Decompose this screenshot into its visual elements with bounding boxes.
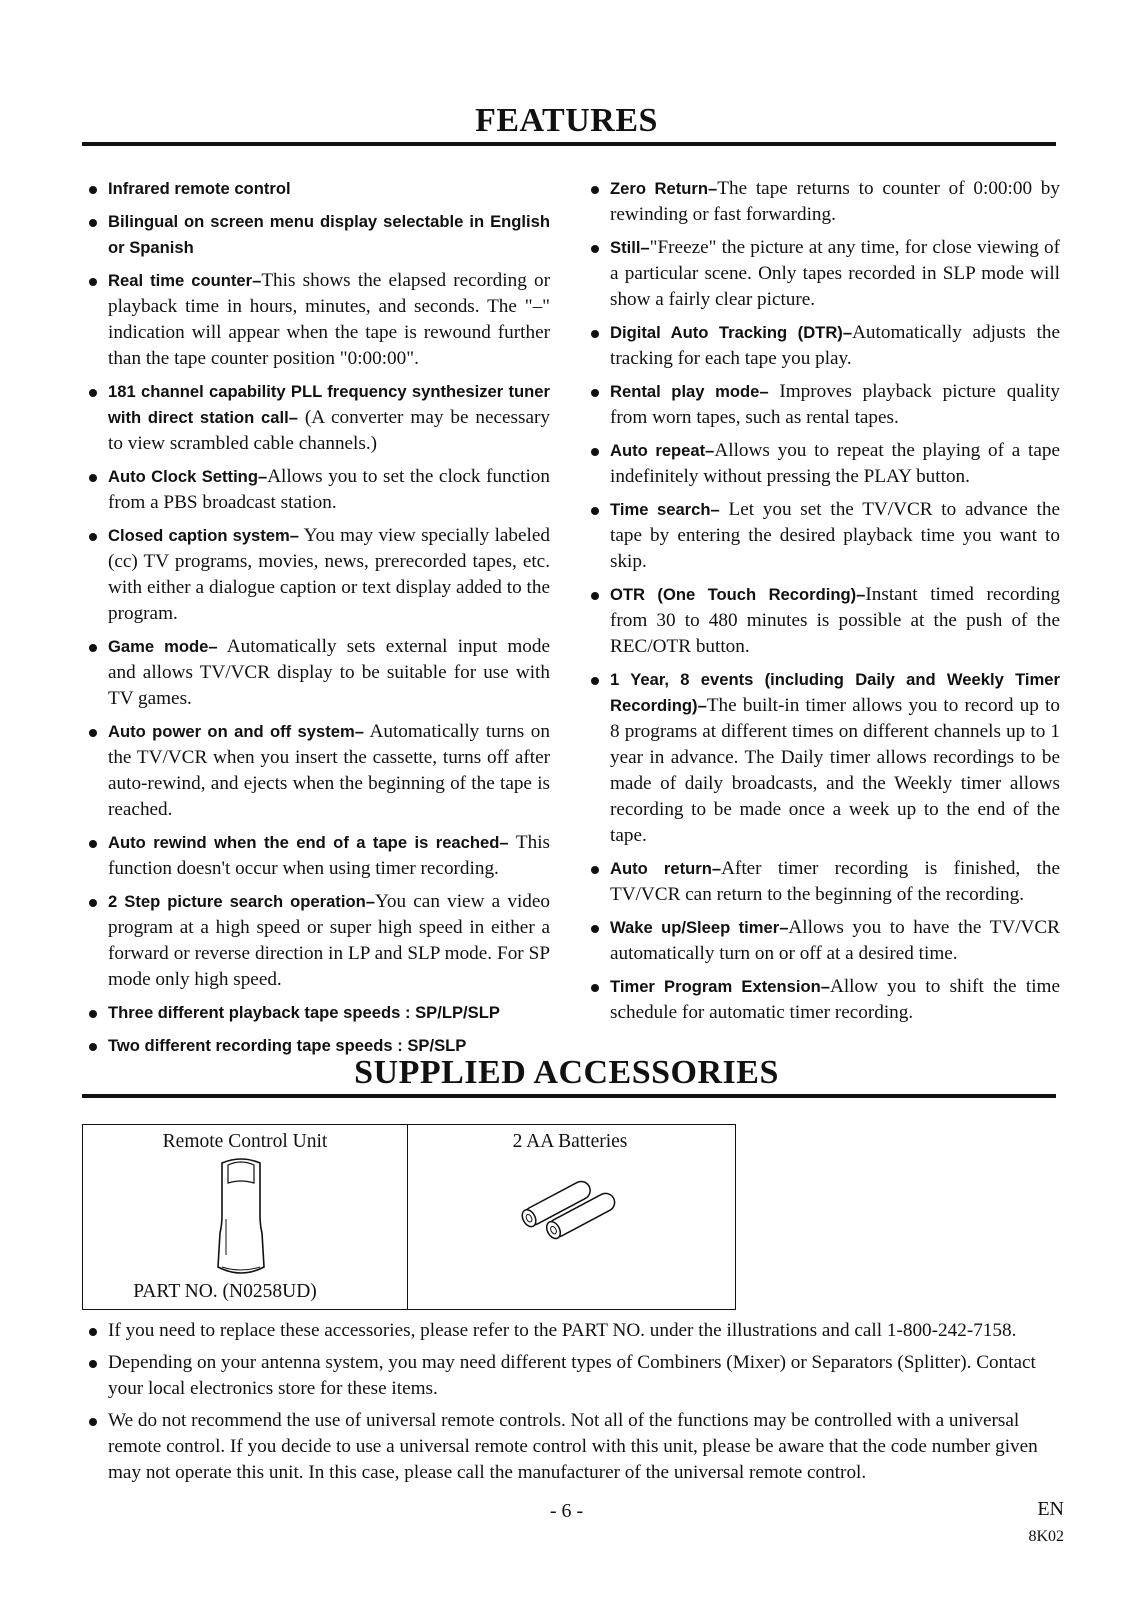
feature-description: Allows you to have the TV/VCR automatically turn on or off at a desired time.	[610, 917, 1060, 964]
feature-term: Two different recording tape speeds : SP/SLP	[108, 1036, 467, 1055]
feature-item	[590, 235, 1060, 313]
accessories-rule	[82, 1094, 1056, 1098]
feature-term: Zero Return–	[610, 179, 718, 198]
feature-item	[590, 667, 1060, 849]
feature-description: Let you set the TV/VCR to advance the tape by entering the desired playback time you want to skip.	[610, 499, 1060, 572]
feature-item	[88, 464, 550, 516]
feature-term: Auto return–	[610, 859, 722, 878]
feature-item	[590, 974, 1060, 1026]
feature-description: This function doesn't occur when using timer recording.	[108, 832, 551, 879]
features-right-list	[590, 176, 1060, 1026]
feature-item	[590, 497, 1060, 575]
feature-term: 1 Year, 8 events (including Daily and Weekly Timer Recording)–	[610, 670, 1060, 715]
remote-control-icon	[208, 1155, 274, 1283]
feature-item	[590, 438, 1060, 490]
feature-item	[88, 209, 550, 261]
feature-item	[88, 176, 550, 202]
feature-description: The built-in timer allows you to record up to 8 programs at different times on different channels up to 1 year in advance. The Daily timer allows recordings to be made of daily broadcasts, and the Weekly timer allows recording to be made once a week up to the end of the tape.	[610, 695, 1060, 846]
feature-description: Instant timed recording from 30 to 480 minutes is possible at the push of the REC/OTR button.	[610, 584, 1061, 657]
feature-item	[590, 176, 1060, 228]
feature-description: Improves playback picture quality from worn tapes, such as rental tapes.	[610, 381, 1060, 428]
feature-description: Allows you to repeat the playing of a tape indefinitely without pressing the PLAY button.	[610, 440, 1060, 487]
feature-term: 181 channel capability PLL frequency synthesizer tuner with direct station call–	[108, 382, 550, 427]
feature-item	[88, 268, 550, 372]
feature-term: Auto Clock Setting–	[108, 467, 268, 486]
feature-description: This shows the elapsed recording or playback time in hours, minutes, and seconds. The "–" indication will appear when the tape is rewound further than the tape counter position "0:00:00".	[108, 270, 550, 369]
feature-item	[590, 915, 1060, 967]
aa-batteries-icon	[512, 1175, 628, 1245]
feature-term: Infrared remote control	[108, 179, 291, 198]
accessory-note: Depending on your antenna system, you may need different types of Combiners (Mixer) or Separators (Splitter). Contact your local electronics store for these items.	[88, 1350, 1060, 1402]
feature-term: 2 Step picture search operation–	[108, 892, 375, 911]
feature-term: Game mode–	[108, 637, 218, 656]
features-right-column	[590, 176, 1060, 1033]
model-code: 8K02	[1028, 1528, 1064, 1545]
feature-description: You may view specially labeled (cc) TV programs, movies, news, prerecorded tapes, etc. with either a dialogue caption or text display added to the program.	[108, 525, 550, 624]
feature-term: Rental play mode–	[610, 382, 769, 401]
feature-term: Auto power on and off system–	[108, 722, 364, 741]
feature-item	[88, 889, 550, 993]
feature-description: You can view a video program at a high speed or super high speed in either a forward or reverse direction in LP and SLP mode. For SP mode only high speed.	[108, 891, 550, 990]
accessory-remote-name: Remote Control Unit	[162, 1131, 328, 1152]
feature-term: Wake up/Sleep timer–	[610, 918, 789, 937]
accessories-table	[82, 1124, 736, 1310]
feature-item	[88, 830, 550, 882]
feature-item	[88, 523, 550, 627]
language-code: EN	[1037, 1498, 1064, 1520]
feature-term: Closed caption system–	[108, 526, 300, 545]
feature-term: Bilingual on screen menu display selectable in English or Spanish	[108, 212, 550, 257]
feature-description: Automatically adjusts the tracking for each tape you play.	[610, 322, 1060, 369]
feature-term: Auto rewind when the end of a tape is reached–	[108, 833, 509, 852]
feature-term: OTR (One Touch Recording)–	[610, 585, 866, 604]
feature-item	[88, 634, 550, 712]
feature-description: "Freeze" the picture at any time, for close viewing of a particular scene. Only tapes recorded in SLP mode will show a fairly clear picture.	[610, 237, 1060, 310]
accessories-title: SUPPLIED ACCESSORIES	[354, 1054, 779, 1091]
feature-description: Automatically sets external input mode and allows TV/VCR display to be suitable for use with TV games.	[108, 636, 550, 709]
feature-term: Still–	[610, 238, 650, 257]
feature-item	[88, 719, 550, 823]
feature-term: Real time counter–	[108, 271, 262, 290]
accessory-note: We do not recommend the use of universal remote controls. Not all of the functions may be controlled with a universal remote control. If you decide to use a universal remote control with this unit, please be aware that the code number given may not operate this unit. In this case, please call the manufacturer of the universal remote control.	[88, 1408, 1060, 1486]
feature-term: Time search–	[610, 500, 720, 519]
feature-description: Allow you to shift the time schedule for automatic timer recording.	[610, 976, 1060, 1023]
feature-term: Digital Auto Tracking (DTR)–	[610, 323, 853, 342]
feature-description: After timer recording is finished, the TV/VCR can return to the beginning of the recording.	[610, 858, 1060, 905]
feature-description: Automatically turns on the TV/VCR when you insert the cassette, turns off after auto-rewind, and ejects when the beginning of the tape is reached.	[108, 721, 550, 820]
feature-description: Allows you to set the clock function from a PBS broadcast station.	[108, 466, 550, 513]
feature-item	[590, 856, 1060, 908]
feature-item	[590, 582, 1060, 660]
accessory-note: If you need to replace these accessories, please refer to the PART NO. under the illustrations and call 1-800-242-7158.	[88, 1318, 1060, 1344]
feature-term: Three different playback tape speeds : SP/LP/SLP	[108, 1003, 500, 1022]
features-rule	[82, 142, 1056, 146]
feature-item	[88, 379, 550, 457]
features-left-list	[88, 176, 550, 1059]
feature-item	[88, 1000, 550, 1026]
accessory-remote-part-number: PART NO. (N0258UD)	[133, 1281, 317, 1302]
page-number: - 6 -	[549, 1500, 584, 1522]
accessory-batteries-name: 2 AA Batteries	[512, 1131, 628, 1152]
feature-description: The tape returns to counter of 0:00:00 by rewinding or fast forwarding.	[610, 178, 1060, 225]
accessory-batteries-cell	[408, 1125, 732, 1309]
accessory-notes-list	[88, 1318, 1060, 1492]
features-title: FEATURES	[475, 102, 658, 139]
feature-term: Timer Program Extension–	[610, 977, 830, 996]
features-left-column	[88, 176, 550, 1066]
accessory-remote-cell	[83, 1125, 408, 1309]
feature-item	[590, 320, 1060, 372]
feature-item	[590, 379, 1060, 431]
feature-description: (A converter may be necessary to view scrambled cable channels.)	[108, 407, 550, 454]
feature-term: Auto repeat–	[610, 441, 715, 460]
